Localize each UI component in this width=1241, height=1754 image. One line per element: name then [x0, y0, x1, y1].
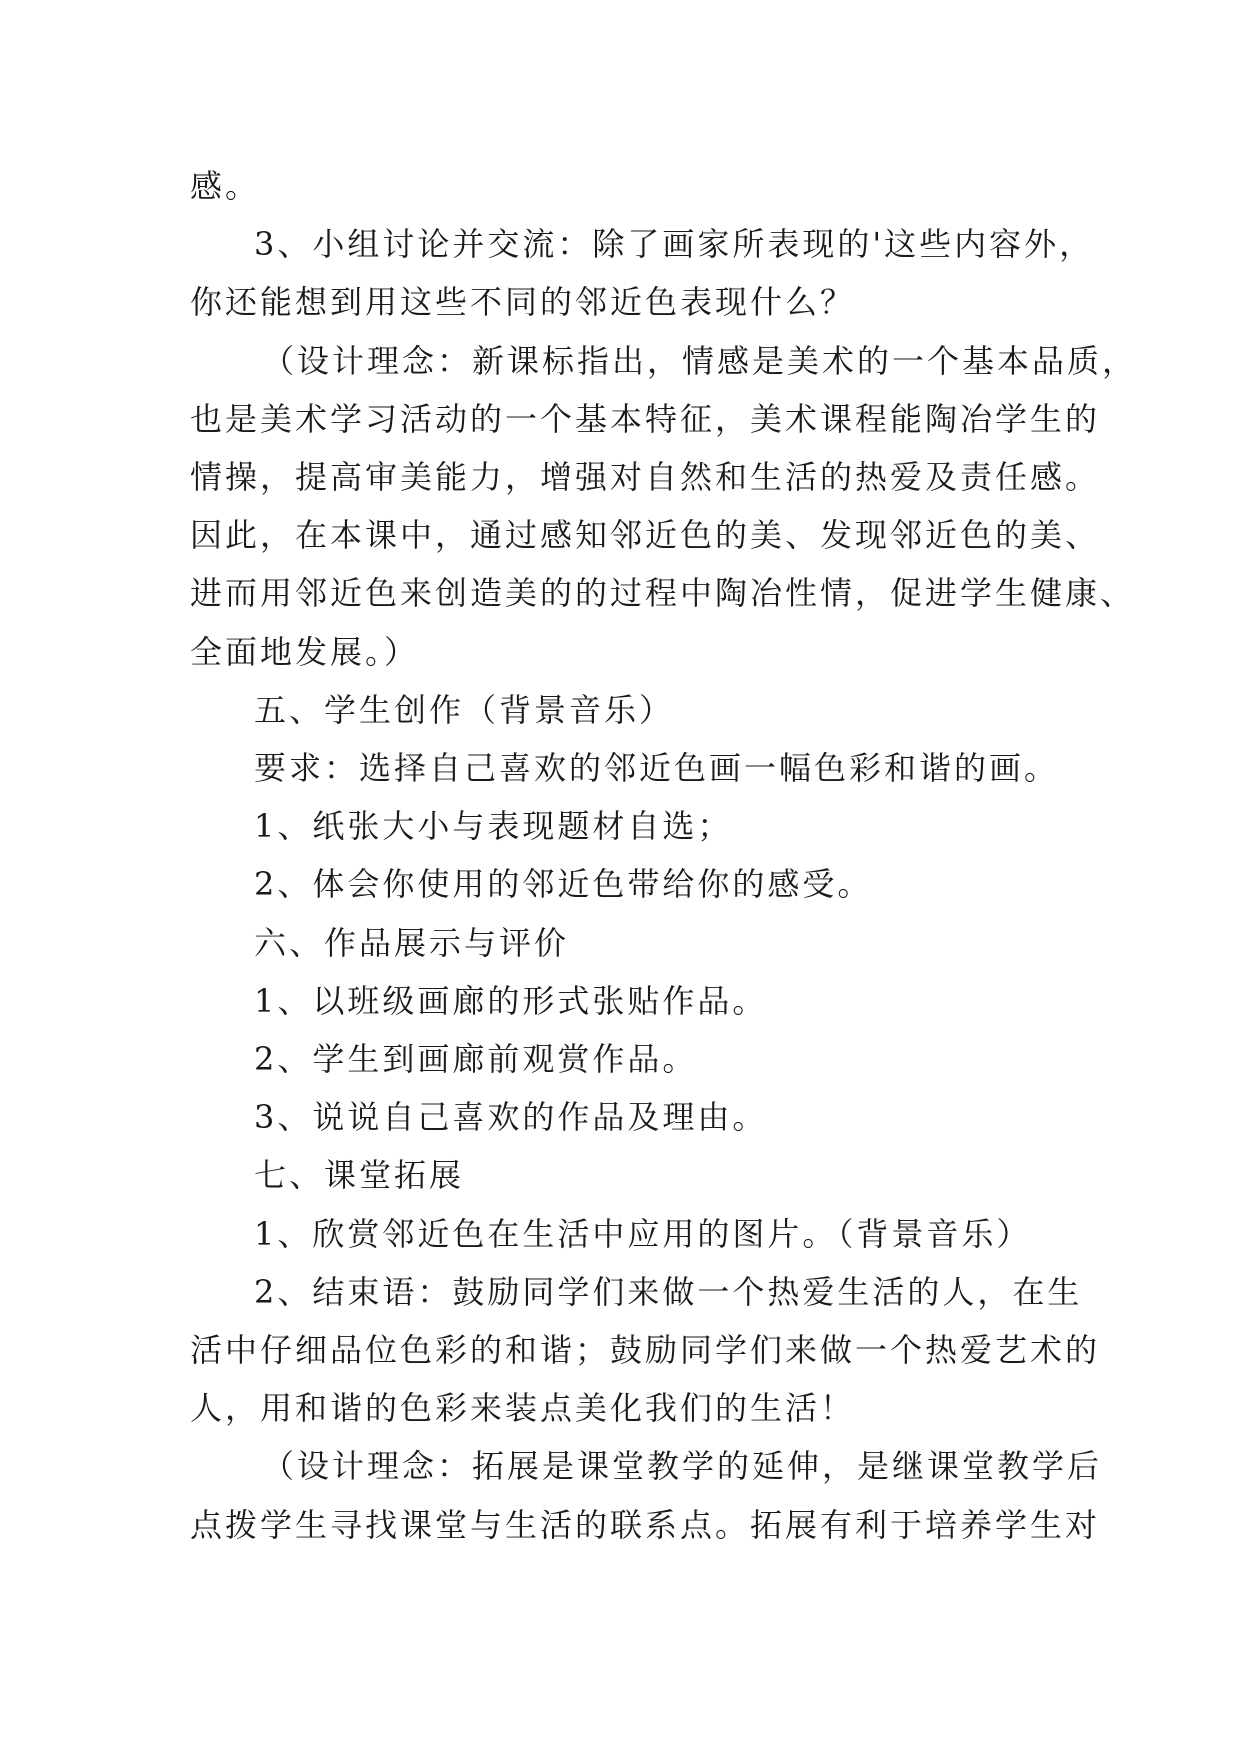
- text-line: 1、纸张大小与表现题材自选；: [254, 807, 733, 846]
- text-line: 3、说说自己喜欢的作品及理由。: [254, 1098, 768, 1137]
- text-line: 进而用邻近色来创造美的的过程中陶冶性情，促进学生健康、: [190, 574, 1136, 613]
- text-line: 要求：选择自己喜欢的邻近色画一幅色彩和谐的画。: [254, 749, 1060, 788]
- text-line: 1、以班级画廊的形式张贴作品。: [254, 981, 768, 1020]
- text-line: 活中仔细品位色彩的和谐；鼓励同学们来做一个热爱艺术的: [190, 1331, 1101, 1370]
- text-line: 全面地发展。）: [190, 632, 420, 671]
- text-line: 因此，在本课中，通过感知邻近色的美、发现邻近色的美、: [190, 516, 1101, 555]
- text-line: 2、体会你使用的邻近色带给你的感受。: [254, 865, 873, 904]
- text-line: 人，用和谐的色彩来装点美化我们的生活！: [190, 1389, 856, 1428]
- text-line: 情操，提高审美能力，增强对自然和生活的热爱及责任感。: [190, 458, 1101, 497]
- text-line: 七、课堂拓展: [254, 1156, 465, 1195]
- text-line: 你还能想到用这些不同的邻近色表现什么？: [190, 283, 856, 322]
- text-line: 点拨学生寻找课堂与生活的联系点。拓展有利于培养学生对: [190, 1505, 1101, 1544]
- text-line: （设计理念：拓展是课堂教学的延伸，是继课堂教学后: [262, 1447, 1103, 1486]
- text-line: 六、作品展示与评价: [254, 923, 570, 962]
- text-line: 也是美术学习活动的一个基本特征，美术课程能陶冶学生的: [190, 399, 1101, 438]
- text-line: 2、结束语：鼓励同学们来做一个热爱生活的人，在生: [254, 1272, 1083, 1311]
- text-line: 2、学生到画廊前观赏作品。: [254, 1040, 698, 1079]
- text-line: 3、小组讨论并交流：除了画家所表现的'这些内容外，: [254, 225, 1095, 264]
- text-line: 感。: [190, 167, 261, 205]
- text-line: （设计理念：新课标指出，情感是美术的一个基本品质，: [262, 341, 1138, 380]
- body-text: [190, 157, 1138, 1554]
- text-line: 1、欣赏邻近色在生活中应用的图片。（背景音乐）: [254, 1214, 1032, 1253]
- text-line: 五、学生创作（背景音乐）: [254, 690, 675, 729]
